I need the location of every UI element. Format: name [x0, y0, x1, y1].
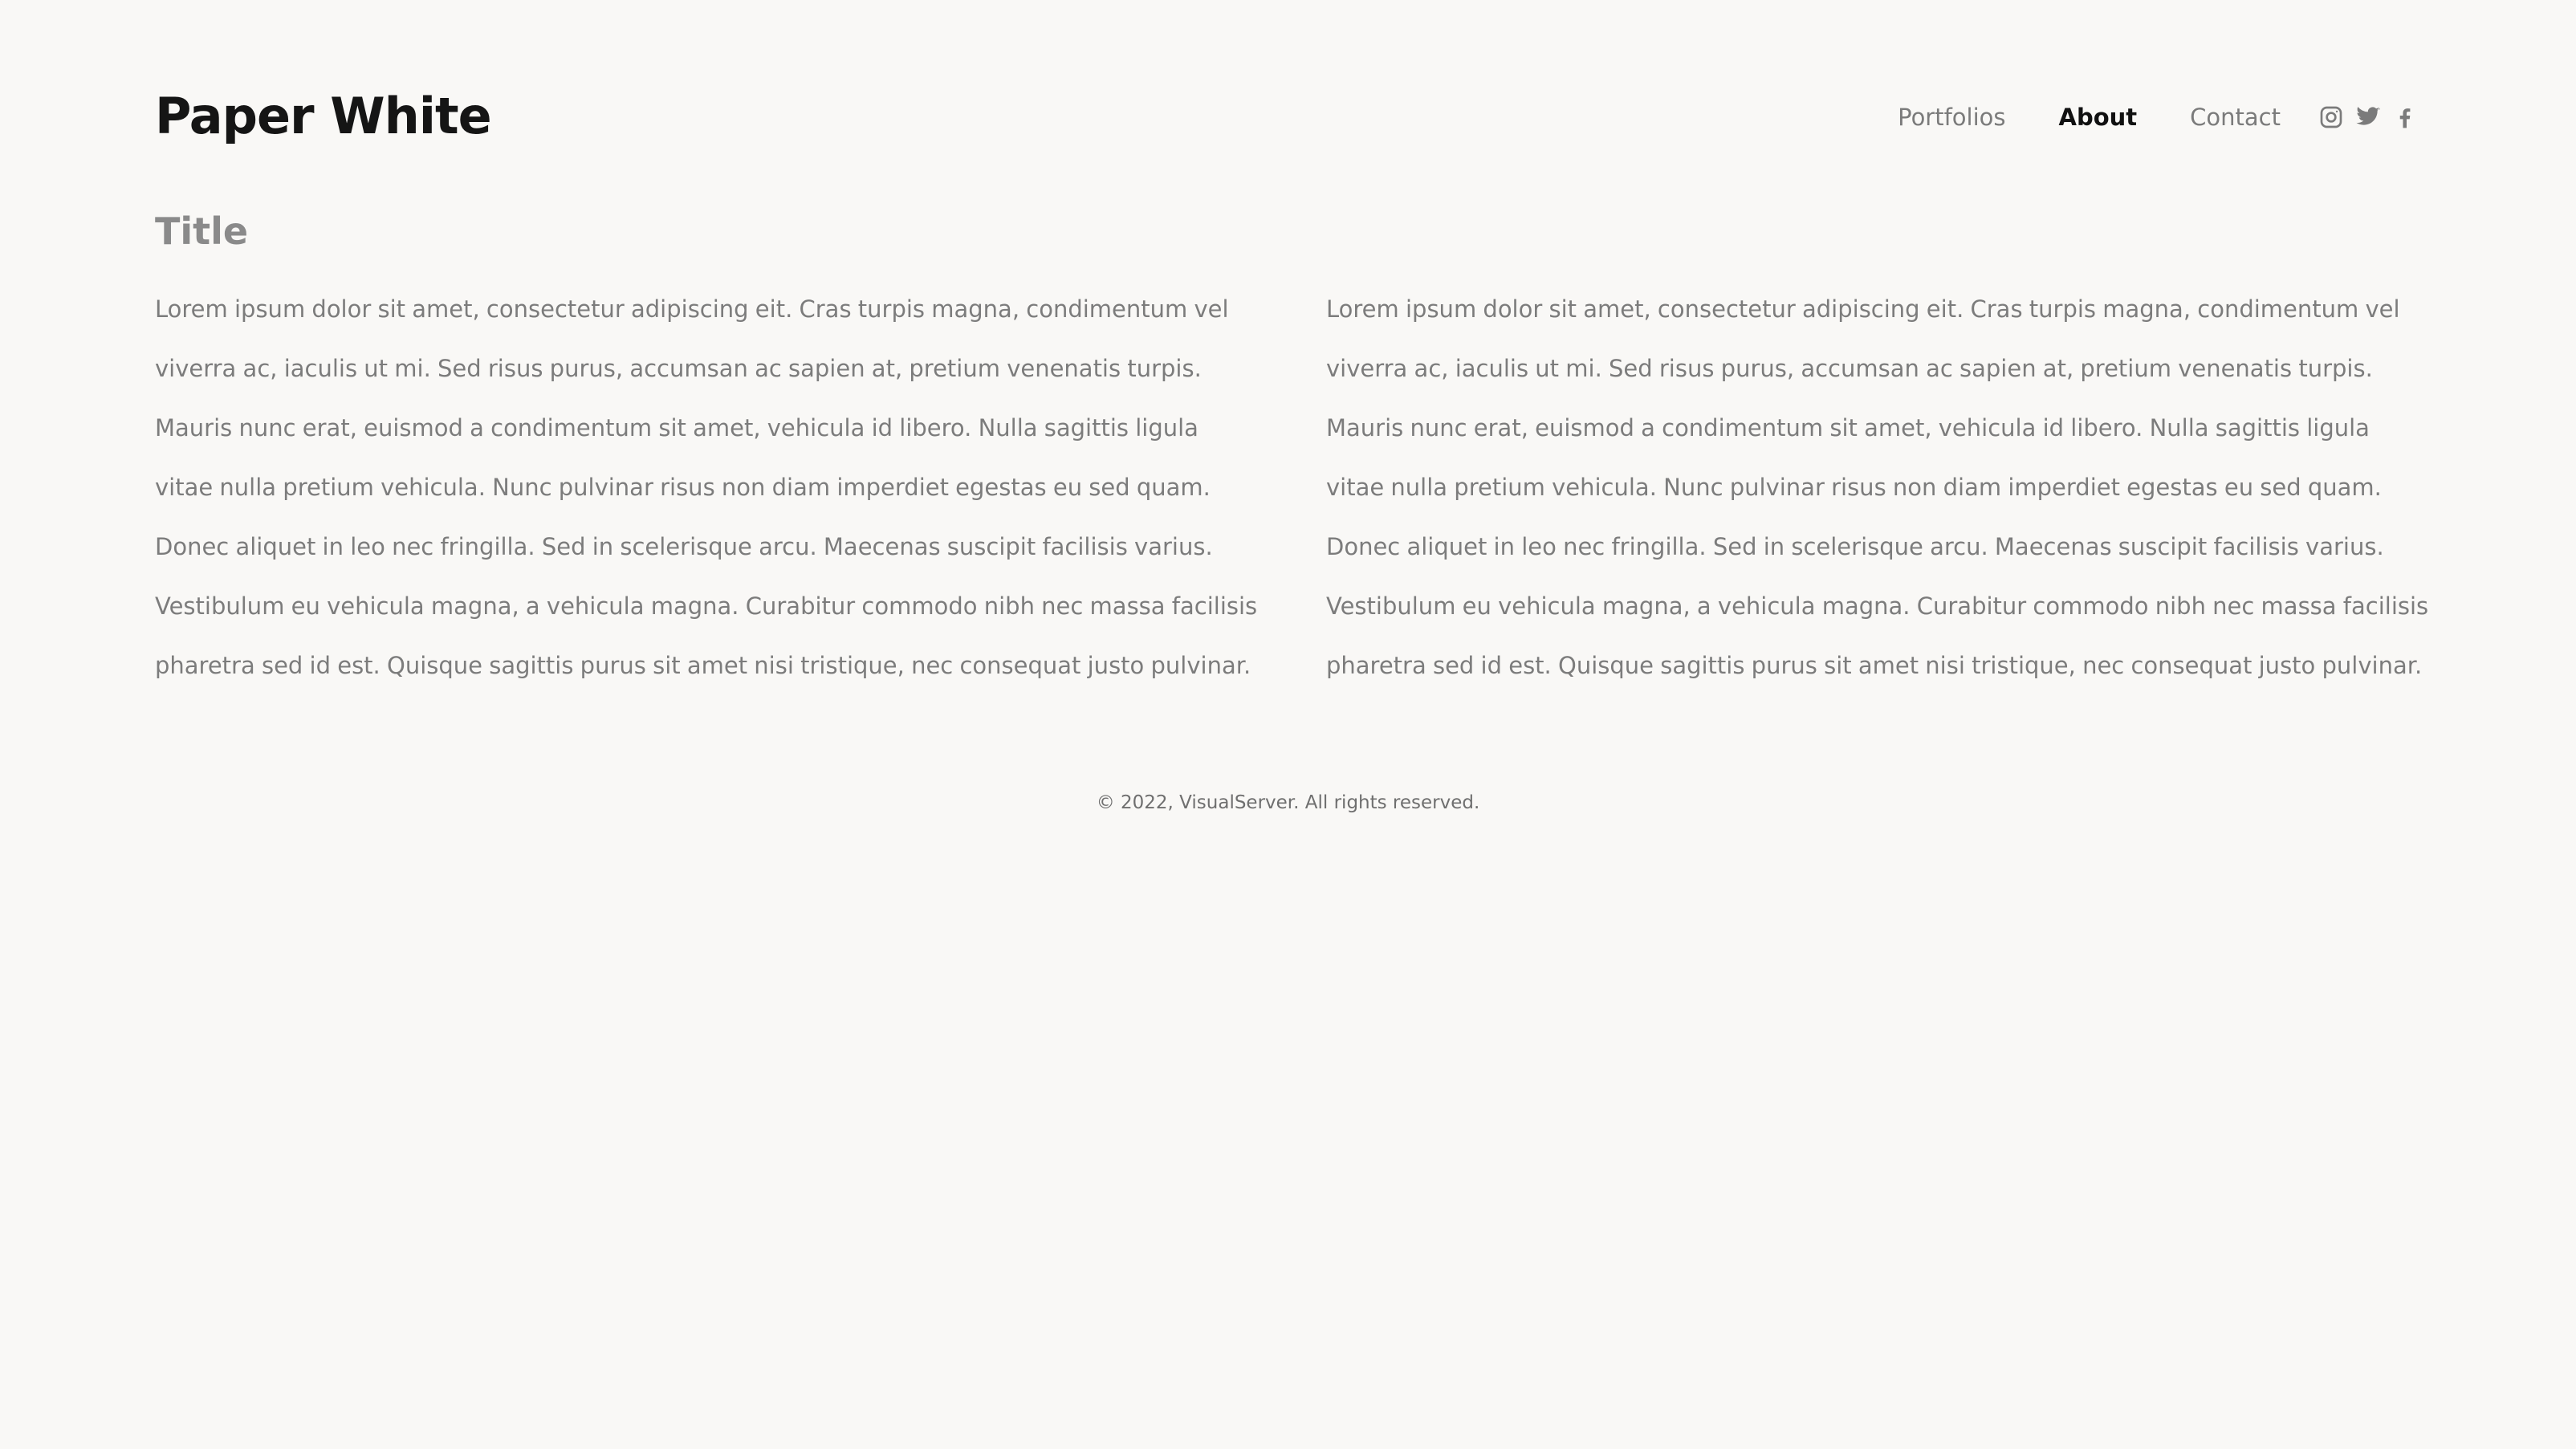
- twitter-icon[interactable]: [2354, 104, 2382, 131]
- nav-portfolios-link[interactable]: Portfolios: [1898, 104, 2006, 131]
- nav-about-link[interactable]: About: [2058, 104, 2138, 131]
- content-column-right: Lorem ipsum dolor sit amet, consectetur adipiscing eit. Cras turpis magna, condimentum vel viverra ac, iaculis ut mi. Sed risus purus, accumsan ac sapien at, pretium venenatis turpis. Mauris nunc erat, euismod a condimentum sit amet, vehicula id libero. Nulla sagittis ligula vitae nulla pretium vehicula. Nunc pulvinar risus non diam imperdiet egestas eu sed quam. Donec aliquet in leo nec fringilla. Sed in scelerisque arcu. Maecenas suscipit facilisis varius. Vestibulum eu vehicula magna, a vehicula magna. Curabitur commodo nibh nec massa facilisis pharetra sed id est. Quisque sagittis purus sit amet nisi tristique, nec consequat justo pulvinar.: [1326, 295, 2429, 679]
- section-title: Title: [155, 210, 249, 253]
- social-links: [2318, 104, 2419, 131]
- main-nav: [1898, 95, 2419, 140]
- footer-copyright: © 2022, VisualServer. All rights reserved.: [1096, 792, 1480, 813]
- nav-contact-link[interactable]: Contact: [2190, 104, 2281, 131]
- site-title[interactable]: Paper White: [155, 87, 491, 145]
- content-column-left: Lorem ipsum dolor sit amet, consectetur adipiscing eit. Cras turpis magna, condimentum vel viverra ac, iaculis ut mi. Sed risus purus, accumsan ac sapien at, pretium venenatis turpis. Mauris nunc erat, euismod a condimentum sit amet, vehicula id libero. Nulla sagittis ligula vitae nulla pretium vehicula. Nunc pulvinar risus non diam imperdiet egestas eu sed quam. Donec aliquet in leo nec fringilla. Sed in scelerisque arcu. Maecenas suscipit facilisis varius. Vestibulum eu vehicula magna, a vehicula magna. Curabitur commodo nibh nec massa facilisis pharetra sed id est. Quisque sagittis purus sit amet nisi tristique, nec consequat justo pulvinar.: [155, 295, 1258, 679]
- instagram-icon[interactable]: [2318, 104, 2345, 131]
- facebook-icon[interactable]: [2391, 104, 2419, 131]
